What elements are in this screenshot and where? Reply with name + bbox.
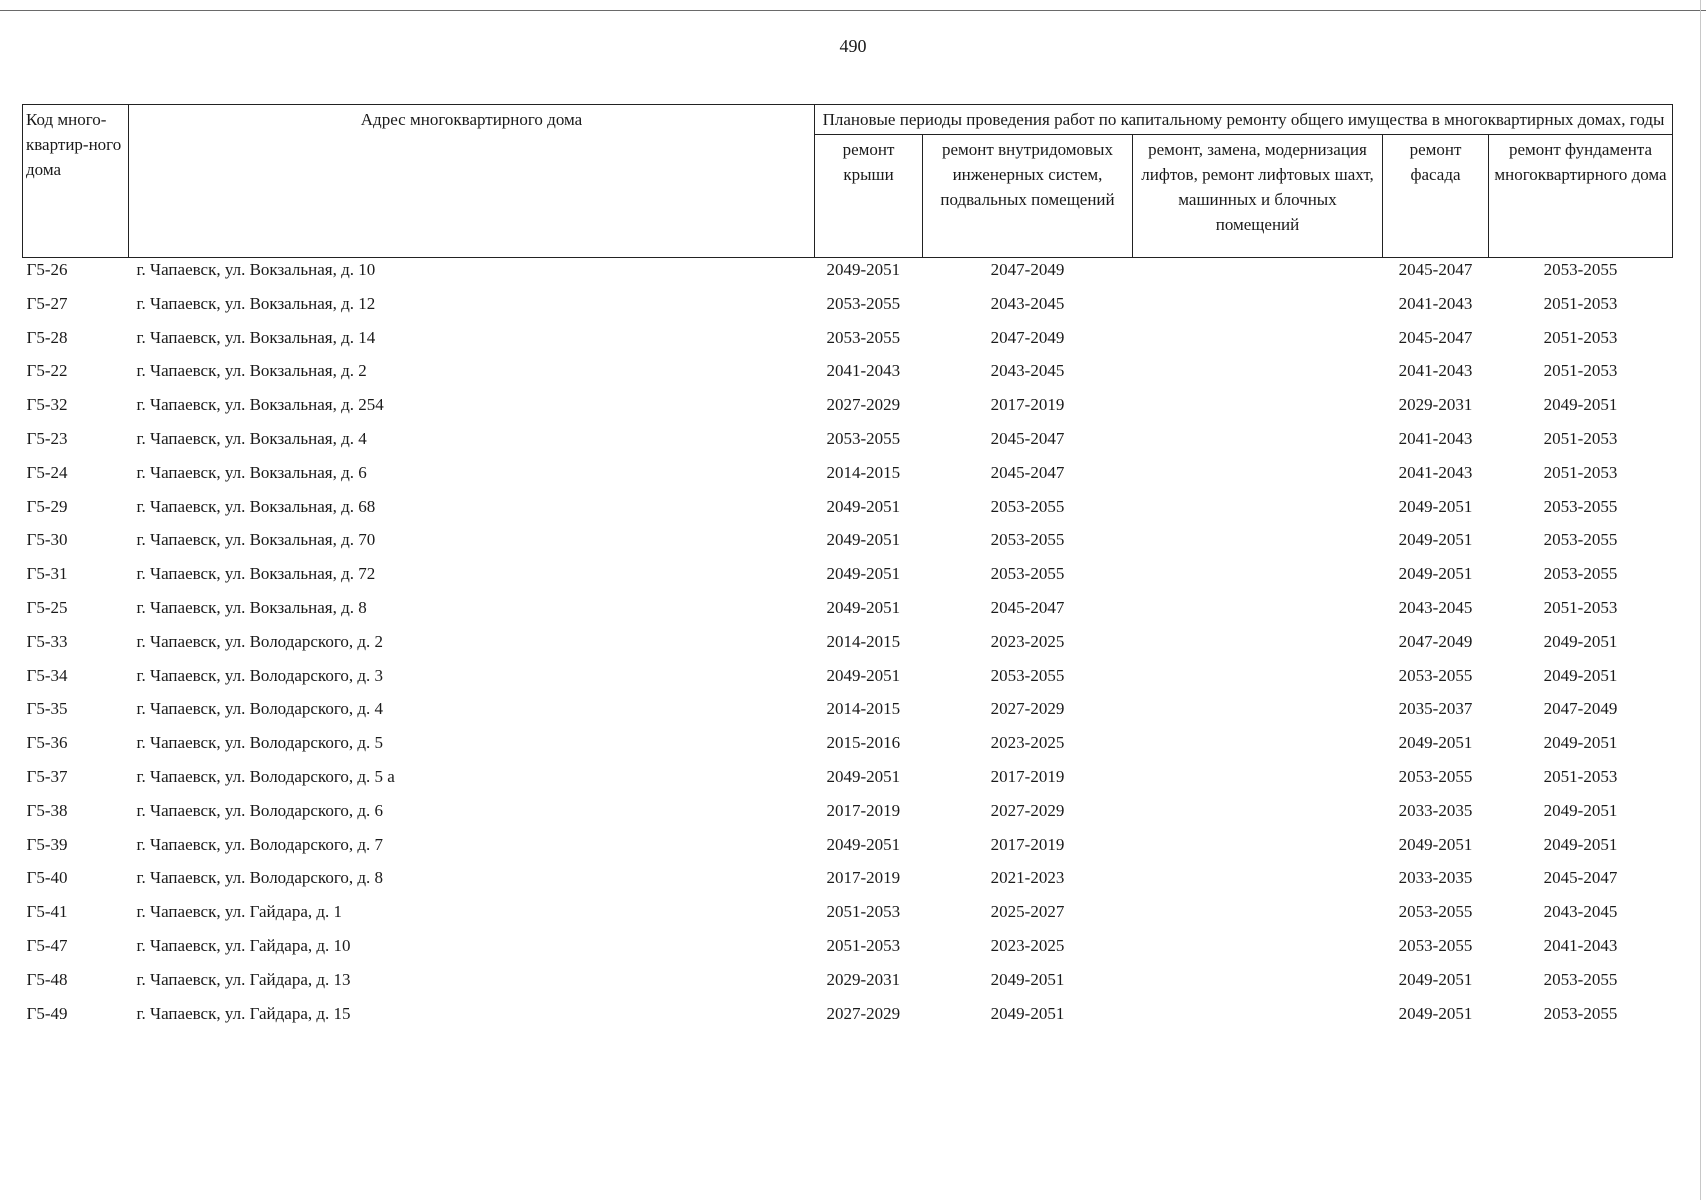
cell-roof: 2027-2029 <box>826 1003 901 1023</box>
cell-engineering: 2027-2029 <box>990 699 1065 719</box>
cell-engineering: 2017-2019 <box>990 766 1065 786</box>
cell-engineering: 2047-2049 <box>990 260 1065 279</box>
cell-address: г. Чапаевск, ул. Вокзальная, д. 4 <box>136 428 367 448</box>
cell-roof: 2049-2051 <box>826 766 901 786</box>
cell-foundation: 2051-2053 <box>1543 327 1618 347</box>
cell-engineering: 2053-2055 <box>990 530 1065 550</box>
cell-engineering: 2043-2045 <box>990 293 1065 313</box>
cell-elevators <box>1133 664 1383 698</box>
table-row <box>23 562 1673 596</box>
cell-facade: 2043-2045 <box>1398 597 1473 617</box>
cell-facade: 2035-2037 <box>1398 699 1473 719</box>
table-row <box>23 1002 1673 1036</box>
table-row <box>23 799 1673 833</box>
cell-roof: 2049-2051 <box>826 597 901 617</box>
cell-facade: 2045-2047 <box>1398 327 1473 347</box>
cell-code: Г5-38 <box>26 800 68 820</box>
cell-code: Г5-30 <box>26 530 68 550</box>
cell-foundation: 2051-2053 <box>1543 428 1618 448</box>
cell-facade: 2049-2051 <box>1398 496 1473 516</box>
table-row <box>23 664 1673 698</box>
cell-roof: 2029-2031 <box>826 969 901 989</box>
cell-elevators <box>1133 968 1383 1002</box>
cell-elevators <box>1133 697 1383 731</box>
cell-foundation: 2053-2055 <box>1543 969 1618 989</box>
scan-edge-top <box>0 10 1706 11</box>
cell-foundation: 2043-2045 <box>1543 902 1618 922</box>
table-row <box>23 596 1673 630</box>
cell-engineering: 2027-2029 <box>990 800 1065 820</box>
cell-engineering: 2049-2051 <box>990 969 1065 989</box>
header-address: Адрес многоквартирного дома <box>129 105 815 258</box>
cell-code: Г5-37 <box>26 766 68 786</box>
table-row <box>23 697 1673 731</box>
cell-roof: 2027-2029 <box>826 395 901 415</box>
cell-foundation: 2051-2053 <box>1543 766 1618 786</box>
cell-code: Г5-40 <box>26 868 68 888</box>
cell-facade: 2053-2055 <box>1398 766 1473 786</box>
cell-roof: 2014-2015 <box>826 699 901 719</box>
cell-elevators <box>1133 359 1383 393</box>
cell-code: Г5-39 <box>26 834 68 854</box>
cell-roof: 2049-2051 <box>826 260 901 279</box>
cell-address: г. Чапаевск, ул. Вокзальная, д. 14 <box>136 327 376 347</box>
cell-foundation: 2049-2051 <box>1543 800 1618 820</box>
cell-address: г. Чапаевск, ул. Володарского, д. 7 <box>136 834 384 854</box>
cell-engineering: 2023-2025 <box>990 631 1065 651</box>
cell-address: г. Чапаевск, ул. Вокзальная, д. 72 <box>136 564 376 584</box>
table-row <box>23 968 1673 1002</box>
cell-facade: 2049-2051 <box>1398 564 1473 584</box>
cell-address: г. Чапаевск, ул. Вокзальная, д. 8 <box>136 597 367 617</box>
cell-engineering: 2049-2051 <box>990 1003 1065 1023</box>
cell-elevators <box>1133 427 1383 461</box>
table-row <box>23 393 1673 427</box>
cell-foundation: 2051-2053 <box>1543 462 1618 482</box>
table-row <box>23 765 1673 799</box>
cell-engineering: 2017-2019 <box>990 395 1065 415</box>
cell-address: г. Чапаевск, ул. Вокзальная, д. 12 <box>136 293 376 313</box>
cell-roof: 2014-2015 <box>826 631 901 651</box>
cell-facade: 2049-2051 <box>1398 834 1473 854</box>
table-row <box>23 866 1673 900</box>
cell-roof: 2053-2055 <box>826 327 901 347</box>
cell-facade: 2049-2051 <box>1398 733 1473 753</box>
cell-address: г. Чапаевск, ул. Гайдара, д. 15 <box>136 1003 351 1023</box>
cell-foundation: 2049-2051 <box>1543 395 1618 415</box>
page-number: 490 <box>839 36 867 56</box>
table-row <box>23 359 1673 393</box>
table-row <box>23 833 1673 867</box>
cell-facade: 2041-2043 <box>1398 462 1473 482</box>
cell-roof: 2014-2015 <box>826 462 901 482</box>
table-row <box>23 461 1673 495</box>
cell-roof: 2017-2019 <box>826 800 901 820</box>
cell-facade: 2053-2055 <box>1398 665 1473 685</box>
table-row <box>23 258 1673 292</box>
header-facade: ремонт фасада <box>1383 135 1489 258</box>
cell-address: г. Чапаевск, ул. Вокзальная, д. 70 <box>136 530 376 550</box>
cell-elevators <box>1133 1002 1383 1036</box>
cell-code: Г5-47 <box>26 935 68 955</box>
cell-code: Г5-34 <box>26 665 68 685</box>
cell-address: г. Чапаевск, ул. Гайдара, д. 10 <box>136 935 351 955</box>
table-row <box>23 495 1673 529</box>
cell-elevators <box>1133 393 1383 427</box>
cell-facade: 2049-2051 <box>1398 1003 1473 1023</box>
cell-foundation: 2041-2043 <box>1543 935 1618 955</box>
cell-engineering: 2047-2049 <box>990 327 1065 347</box>
cell-foundation: 2049-2051 <box>1543 834 1618 854</box>
cell-foundation: 2053-2055 <box>1543 1003 1618 1023</box>
cell-engineering: 2023-2025 <box>990 935 1065 955</box>
cell-facade: 2041-2043 <box>1398 293 1473 313</box>
cell-foundation: 2051-2053 <box>1543 361 1618 381</box>
cell-elevators <box>1133 866 1383 900</box>
cell-engineering: 2023-2025 <box>990 733 1065 753</box>
cell-code: Г5-29 <box>26 496 68 516</box>
cell-elevators <box>1133 528 1383 562</box>
cell-foundation: 2049-2051 <box>1543 665 1618 685</box>
cell-engineering: 2045-2047 <box>990 462 1065 482</box>
cell-code: Г5-27 <box>26 293 68 313</box>
cell-code: Г5-26 <box>26 260 68 279</box>
cell-foundation: 2053-2055 <box>1543 530 1618 550</box>
scan-edge-right <box>1700 0 1701 1200</box>
cell-code: Г5-25 <box>26 597 68 617</box>
table-row <box>23 731 1673 765</box>
cell-code: Г5-35 <box>26 699 68 719</box>
cell-roof: 2041-2043 <box>826 361 901 381</box>
cell-roof: 2049-2051 <box>826 530 901 550</box>
cell-elevators <box>1133 292 1383 326</box>
cell-address: г. Чапаевск, ул. Гайдара, д. 1 <box>136 902 343 922</box>
cell-engineering: 2043-2045 <box>990 361 1065 381</box>
cell-foundation: 2051-2053 <box>1543 597 1618 617</box>
cell-address: г. Чапаевск, ул. Володарского, д. 5 а <box>136 766 395 786</box>
cell-address: г. Чапаевск, ул. Вокзальная, д. 254 <box>136 395 384 415</box>
cell-engineering: 2053-2055 <box>990 564 1065 584</box>
cell-foundation: 2051-2053 <box>1543 293 1618 313</box>
cell-facade: 2049-2051 <box>1398 530 1473 550</box>
cell-address: г. Чапаевск, ул. Вокзальная, д. 68 <box>136 496 376 516</box>
cell-roof: 2015-2016 <box>826 733 901 753</box>
cell-elevators <box>1133 562 1383 596</box>
header-roof: ремонт крыши <box>815 135 923 258</box>
cell-foundation: 2053-2055 <box>1543 564 1618 584</box>
header-periods: Плановые периоды проведения работ по капитальному ремонту общего имущества в многоквартирных домах, годы <box>815 105 1673 135</box>
cell-roof: 2051-2053 <box>826 902 901 922</box>
cell-elevators <box>1133 731 1383 765</box>
cell-address: г. Чапаевск, ул. Володарского, д. 6 <box>136 800 384 820</box>
cell-engineering: 2045-2047 <box>990 428 1065 448</box>
cell-foundation: 2049-2051 <box>1543 631 1618 651</box>
cell-elevators <box>1133 258 1383 292</box>
table-row <box>23 292 1673 326</box>
table-row <box>23 934 1673 968</box>
cell-facade: 2049-2051 <box>1398 969 1473 989</box>
cell-code: Г5-48 <box>26 969 68 989</box>
cell-facade: 2029-2031 <box>1398 395 1473 415</box>
cell-facade: 2053-2055 <box>1398 935 1473 955</box>
header-row-top <box>23 105 1673 135</box>
cell-address: г. Чапаевск, ул. Володарского, д. 3 <box>136 665 384 685</box>
cell-code: Г5-36 <box>26 733 68 753</box>
cell-roof: 2053-2055 <box>826 293 901 313</box>
table-row <box>23 427 1673 461</box>
cell-elevators <box>1133 630 1383 664</box>
cell-roof: 2053-2055 <box>826 428 901 448</box>
table-body <box>23 258 1673 1036</box>
cell-address: г. Чапаевск, ул. Вокзальная, д. 6 <box>136 462 367 482</box>
cell-facade: 2045-2047 <box>1398 260 1473 279</box>
cell-code: Г5-32 <box>26 395 68 415</box>
cell-roof: 2049-2051 <box>826 665 901 685</box>
cell-address: г. Чапаевск, ул. Вокзальная, д. 2 <box>136 361 367 381</box>
cell-facade: 2041-2043 <box>1398 361 1473 381</box>
cell-foundation: 2049-2051 <box>1543 733 1618 753</box>
cell-code: Г5-22 <box>26 361 68 381</box>
cell-elevators <box>1133 900 1383 934</box>
cell-facade: 2047-2049 <box>1398 631 1473 651</box>
cell-engineering: 2021-2023 <box>990 868 1065 888</box>
cell-code: Г5-33 <box>26 631 68 651</box>
cell-elevators <box>1133 461 1383 495</box>
cell-engineering: 2025-2027 <box>990 902 1065 922</box>
table-row <box>23 900 1673 934</box>
cell-engineering: 2045-2047 <box>990 597 1065 617</box>
cell-code: Г5-28 <box>26 327 68 347</box>
cell-roof: 2049-2051 <box>826 496 901 516</box>
cell-code: Г5-41 <box>26 902 68 922</box>
cell-address: г. Чапаевск, ул. Володарского, д. 8 <box>136 868 384 888</box>
cell-roof: 2017-2019 <box>826 868 901 888</box>
cell-address: г. Чапаевск, ул. Гайдара, д. 13 <box>136 969 351 989</box>
table-row <box>23 326 1673 360</box>
cell-code: Г5-24 <box>26 462 68 482</box>
cell-code: Г5-49 <box>26 1003 68 1023</box>
cell-elevators <box>1133 326 1383 360</box>
cell-elevators <box>1133 495 1383 529</box>
table-row <box>23 630 1673 664</box>
cell-elevators <box>1133 934 1383 968</box>
header-elevators: ремонт, замена, модернизация лифтов, ремонт лифтовых шахт, машинных и блочных помещений <box>1133 135 1383 258</box>
cell-elevators <box>1133 596 1383 630</box>
cell-address: г. Чапаевск, ул. Володарского, д. 4 <box>136 699 384 719</box>
cell-foundation: 2045-2047 <box>1543 868 1618 888</box>
header-engineering: ремонт внутридомовых инженерных систем, подвальных помещений <box>923 135 1133 258</box>
table-row <box>23 528 1673 562</box>
cell-foundation: 2047-2049 <box>1543 699 1618 719</box>
cell-address: г. Чапаевск, ул. Володарского, д. 5 <box>136 733 384 753</box>
cell-address: г. Чапаевск, ул. Володарского, д. 2 <box>136 631 384 651</box>
cell-code: Г5-31 <box>26 564 68 584</box>
capital-repair-table <box>22 104 1673 1035</box>
cell-elevators <box>1133 765 1383 799</box>
cell-engineering: 2053-2055 <box>990 496 1065 516</box>
cell-roof: 2049-2051 <box>826 834 901 854</box>
cell-roof: 2049-2051 <box>826 564 901 584</box>
cell-address: г. Чапаевск, ул. Вокзальная, д. 10 <box>136 260 376 279</box>
cell-facade: 2041-2043 <box>1398 428 1473 448</box>
cell-engineering: 2017-2019 <box>990 834 1065 854</box>
cell-foundation: 2053-2055 <box>1543 260 1618 279</box>
cell-elevators <box>1133 833 1383 867</box>
cell-engineering: 2053-2055 <box>990 665 1065 685</box>
cell-elevators <box>1133 799 1383 833</box>
header-code: Код много-квартир-ного дома <box>23 105 129 258</box>
cell-facade: 2033-2035 <box>1398 800 1473 820</box>
cell-roof: 2051-2053 <box>826 935 901 955</box>
cell-code: Г5-23 <box>26 428 68 448</box>
cell-facade: 2033-2035 <box>1398 868 1473 888</box>
header-foundation: ремонт фундамента многоквартирного дома <box>1489 135 1673 258</box>
cell-foundation: 2053-2055 <box>1543 496 1618 516</box>
cell-facade: 2053-2055 <box>1398 902 1473 922</box>
